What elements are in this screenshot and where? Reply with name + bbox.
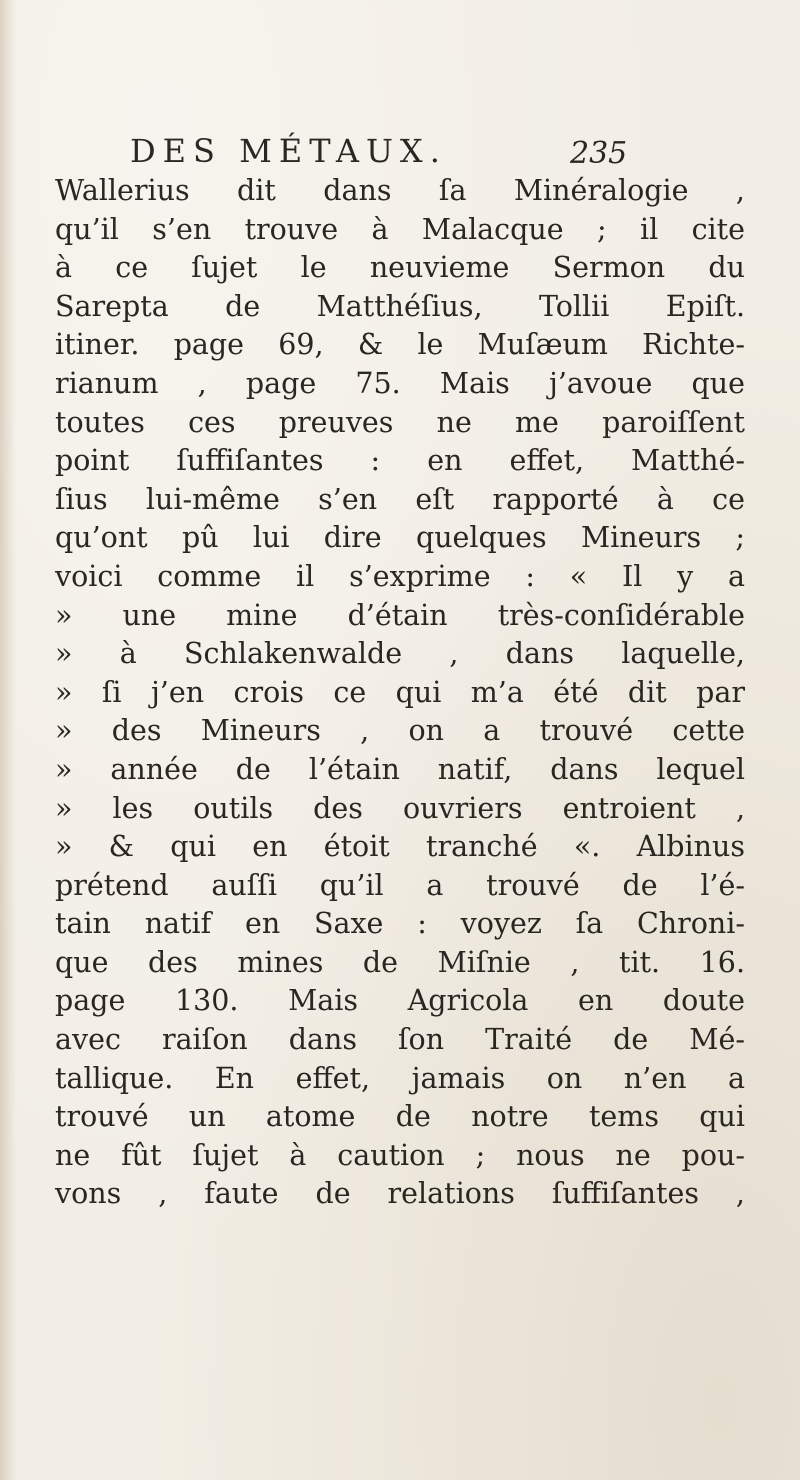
quote-line: » & qui en étoit tranché «. Albinus [55,830,745,864]
quote-line: » année de l’étain natif, dans lequel [55,752,745,786]
text-line: trouvé un atome de notre tems qui [55,1100,745,1134]
running-header [130,132,650,172]
text-line: tain natif en Saxe : voyez ſa Chroni- [55,907,745,941]
text-line: ne fût ſujet à caution ; nous ne pou- [55,1138,745,1172]
text-line: tallique. En effet, jamais on n’en a [55,1061,745,1095]
text-line: rianum , page 75. Mais j’avoue que [55,366,745,400]
text-line: que des mines de Miſnie , tit. 16. [55,945,745,979]
quote-line: » les outils des ouvriers entroient , [55,791,745,825]
text-line: avec raiſon dans ſon Traité de Mé- [55,1023,745,1057]
quote-line: » des Mineurs , on a trouvé cette [55,714,745,748]
text-line: Sarepta de Matthéſius, Tollii Epiſt. [55,289,745,323]
quote-line: » ſi j’en crois ce qui m’a été dit par [55,675,745,709]
body-text [55,172,745,1214]
text-line: vons , faute de relations ſuffiſantes , [55,1177,745,1211]
quote-line: » une mine d’étain très-conſidérable [55,598,745,632]
text-line: qu’ont pû lui dire quelques Mineurs ; [55,521,745,555]
text-line: ſius lui-même s’en eſt rapporté à ce [55,482,745,516]
text-line: page 130. Mais Agricola en doute [55,984,745,1018]
text-line: à ce ſujet le neuvieme Sermon du [55,251,745,285]
page-number: 235 [570,136,628,171]
text-line: toutes ces preuves ne me paroiſſent [55,405,745,439]
text-line: point ſuffiſantes : en effet, Matthé- [55,444,745,478]
text-line: itiner. page 69, & le Muſæum Richte- [55,328,745,362]
quote-line: » à Schlakenwalde , dans laquelle, [55,637,745,671]
page-edge-shadow [0,0,16,1480]
text-line: prétend auſſi qu’il a trouvé de l’é- [55,868,745,902]
text-line: qu’il s’en trouve à Malacque ; il cite [55,212,745,246]
text-line: voici comme il s’exprime : « Il y a [55,559,745,593]
running-title: DES MÉTAUX. [130,132,447,170]
text-line: Wallerius dit dans ſa Minéralogie , [55,174,745,207]
